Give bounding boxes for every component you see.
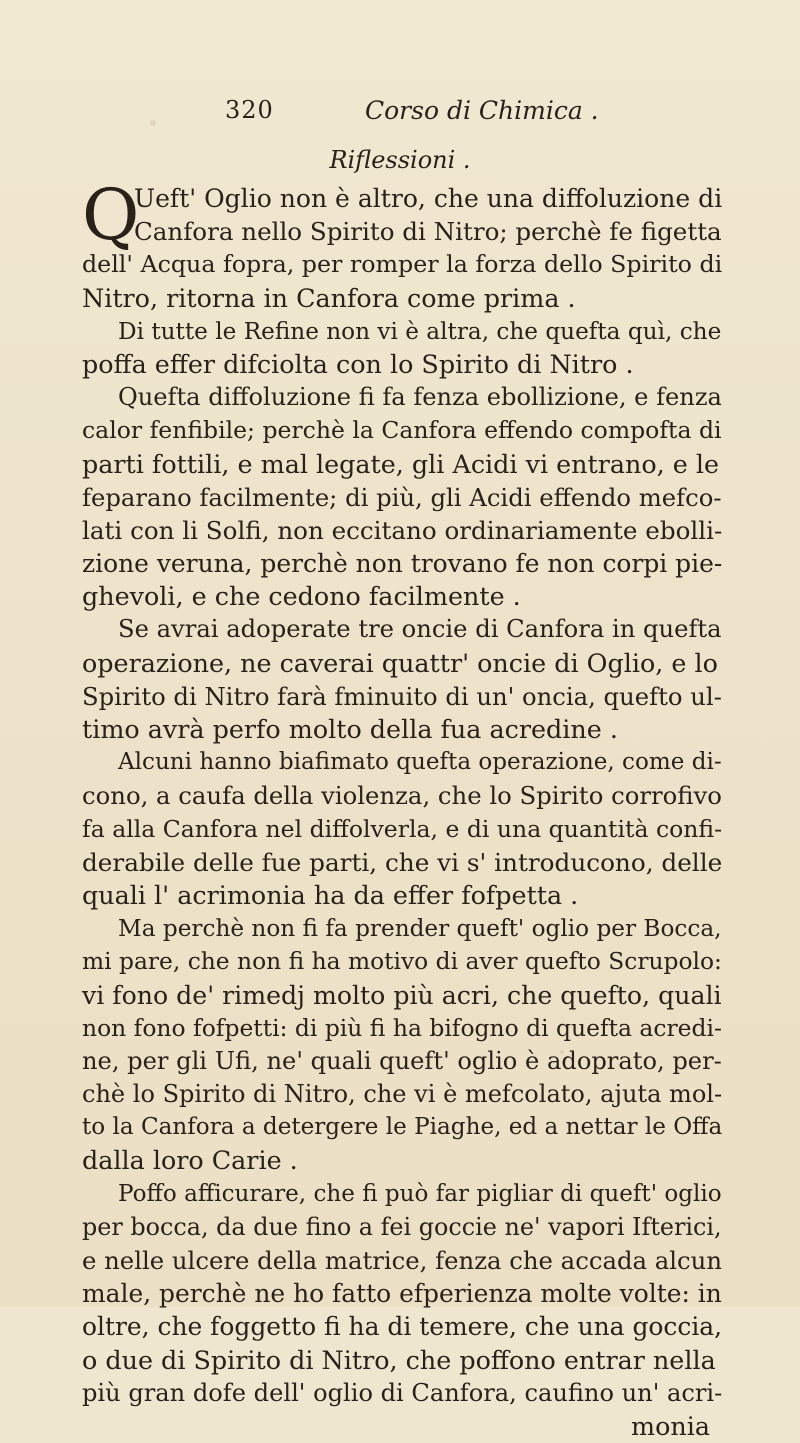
text-line: dalla loro Carie . [82,1145,298,1176]
text-line: male, perchè ne ho fatto efperienza molte volte: in [82,1279,722,1309]
text-line: Poffo afficurare, che fi può far pigliar di queft' oglio [118,1180,722,1207]
paper-spot [150,120,156,126]
text-line: lati con li Solfi, non eccitano ordinariamente ebolli- [82,515,723,545]
text-line: Ueft' Oglio non è altro, che una diffoluzione di [134,184,723,213]
page-header [225,96,625,136]
text-line: ne, per gli Ufi, ne' quali queft' oglio è adoprato, per- [82,1046,722,1075]
text-line: chè lo Spirito di Nitro, che vi è mefcolato, ajuta mol- [82,1080,723,1109]
text-line: calor fenfibile; perchè la Canfora effendo compofta di [82,416,722,445]
text-line: più gran dofe dell' oglio di Canfora, caufino un' acri- [82,1378,723,1407]
text-line: feparano facilmente; di più, gli Acidi effendo mefco- [82,482,722,512]
text-line: Quefta diffoluzione fi fa fenza ebollizione, e fenza [118,383,722,412]
text-line: operazione, ne caverai quattr' oncie di Oglio, e lo [82,647,718,678]
body-text [82,174,723,1443]
text-line: poffa effer difciolta con lo Spirito di Nitro . [82,348,634,379]
text-line: quali l' acrimonia ha da effer fofpetta . [82,879,579,910]
text-line: vi fono de' rimedj molto più acri, che quefto, quali [82,980,722,1010]
text-line: e nelle ulcere della matrice, fenza che accada alcun [82,1246,723,1275]
page-number: 320 [225,96,274,124]
text-line: mi pare, che non fi ha motivo di aver quefto Scrupolo: [82,947,722,976]
text-line: Canfora nello Spirito di Nitro; perchè fe figetta [134,217,722,247]
text-line: parti fottili, e mal legate, gli Acidi vi entrano, e le [82,448,720,479]
section-title: Riflessioni . [329,146,471,174]
text-line: derabile delle fue parti, che vi s' introducono, delle [82,847,723,877]
text-line: Di tutte le Refine non vi è altra, che quefta quì, che [118,317,722,345]
text-line: timo avrà perfo molto della fua acredine . [82,714,618,744]
text-line: cono, a caufa della violenza, che lo Spirito corrofivo [82,781,722,811]
text-line: Alcuni hanno biafimato quefta operazione, come di- [118,749,722,776]
text-line: dell' Acqua fopra, per romper la forza dello Spirito di [82,250,723,279]
text-line: non fono fofpetti: di più fi ha bifogno di quefta acredi- [82,1013,722,1042]
text-line: per bocca, da due fino a fei goccie ne' vapori Ifterici, [82,1212,722,1241]
catchword: monia [631,1410,710,1441]
text-line: oltre, che foggetto fi ha di temere, che una goccia, [82,1312,723,1342]
running-title: Corso di Chimica . [365,96,599,125]
text-line: Ma perchè non fi fa prender queft' oglio per Bocca, [118,915,722,943]
text-line: fa alla Canfora nel diffolverla, e di una quantità confi- [82,814,723,843]
text-line: Se avrai adoperate tre oncie di Canfora in quefta [118,615,722,644]
text-line: Nitro, ritorna in Canfora come prima . [82,282,576,313]
text-line: zione veruna, perchè non trovano fe non corpi pie- [82,549,723,579]
drop-cap: Q [82,174,140,256]
text-line: o due di Spirito di Nitro, che poffono entrar nella [82,1344,716,1375]
text-line: ghevoli, e che cedono facilmente . [82,581,521,612]
text-line: to la Canfora a detergere le Piaghe, ed a nettar le Offa [82,1114,723,1141]
text-line: Spirito di Nitro farà fminuito di un' oncia, quefto ul- [82,681,722,711]
